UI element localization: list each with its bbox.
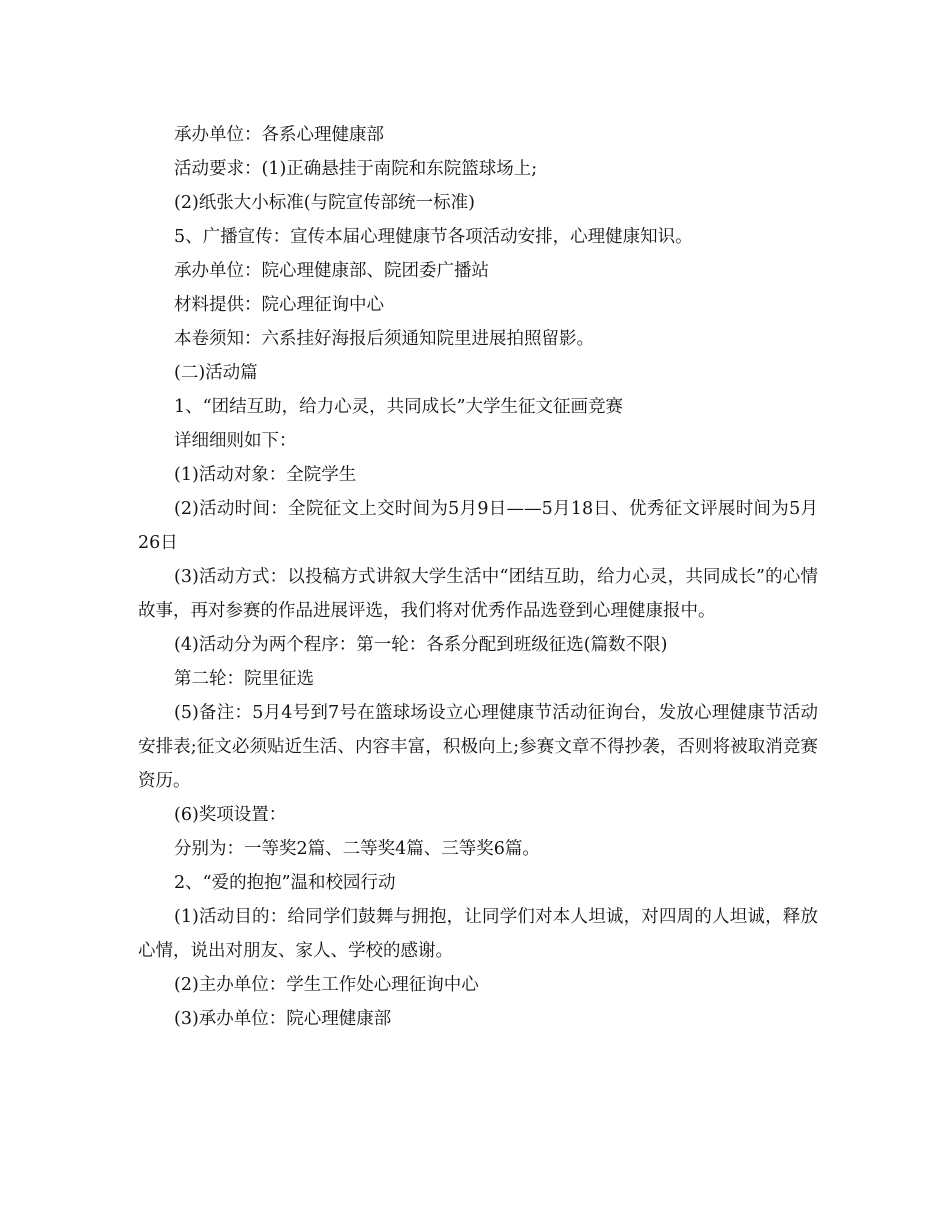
activity-heading-essay-contest: 1、“团结互助，给力心灵，共同成长”大学生征文征画竞赛	[174, 397, 624, 417]
activity-heading-hug: 2、“爱的抱抱”温和校园行动	[174, 873, 396, 893]
paragraph-notice: 本卷须知：六系挂好海报后须通知院里进展拍照留影。	[174, 329, 594, 349]
paragraph-hug-host: (2)主办单位：学生工作处心理征询中心	[174, 975, 479, 995]
paragraph-hug-purpose: (1)活动目的：给同学们鼓舞与拥抱，让同学们对本人坦诚，对四周的人坦诚，释放心情，说出对朋友、家人、学校的感谢。	[138, 907, 818, 961]
paragraph-awards: (6)奖项设置：	[174, 805, 287, 825]
paragraph-schedule: (2)活动时间：全院征文上交时间为5月9日——5月18日、优秀征文评展时间为5月26日	[138, 499, 818, 553]
paragraph-broadcast: 5、广播宣传：宣传本届心理健康节各项活动安排，心理健康知识。	[174, 227, 693, 247]
section-heading-activities: (二)活动篇	[174, 363, 258, 383]
paragraph-organizer: 承办单位：各系心理健康部	[174, 125, 384, 145]
paragraph-materials: 材料提供：院心理征询中心	[174, 295, 384, 315]
paragraph-participants: (1)活动对象：全院学生	[174, 465, 357, 485]
paragraph-requirement: 活动要求：(1)正确悬挂于南院和东院篮球场上;	[174, 159, 538, 179]
paragraph-round-two: 第二轮：院里征选	[174, 669, 314, 689]
paragraph-broadcast-organizer: 承办单位：院心理健康部、院团委广播站	[174, 261, 489, 281]
paragraph-award-counts: 分别为：一等奖2篇、二等奖4篇、三等奖6篇。	[174, 839, 540, 859]
paragraph-hug-organizer: (3)承办单位：院心理健康部	[174, 1009, 392, 1029]
paragraph-remarks: (5)备注：5月4号到7号在篮球场设立心理健康节活动征询台，发放心理健康节活动安排表;征文必须贴近生活、内容丰富，积极向上;参赛文章不得抄袭，否则将被取消竞赛资历。	[138, 703, 818, 791]
paragraph-rules-intro: 详细细则如下：	[174, 431, 297, 451]
paragraph-method: (3)活动方式：以投稿方式讲叙大学生活中“团结互助，给力心灵，共同成长”的心情故事，再对参赛的作品进展评选，我们将对优秀作品选登到心理健康报中。	[138, 567, 818, 621]
paragraph-paper-size: (2)纸张大小标准(与院宣传部统一标准)	[174, 193, 475, 213]
document-body	[138, 118, 818, 1036]
paragraph-rounds: (4)活动分为两个程序：第一轮：各系分配到班级征选(篇数不限)	[174, 635, 668, 655]
